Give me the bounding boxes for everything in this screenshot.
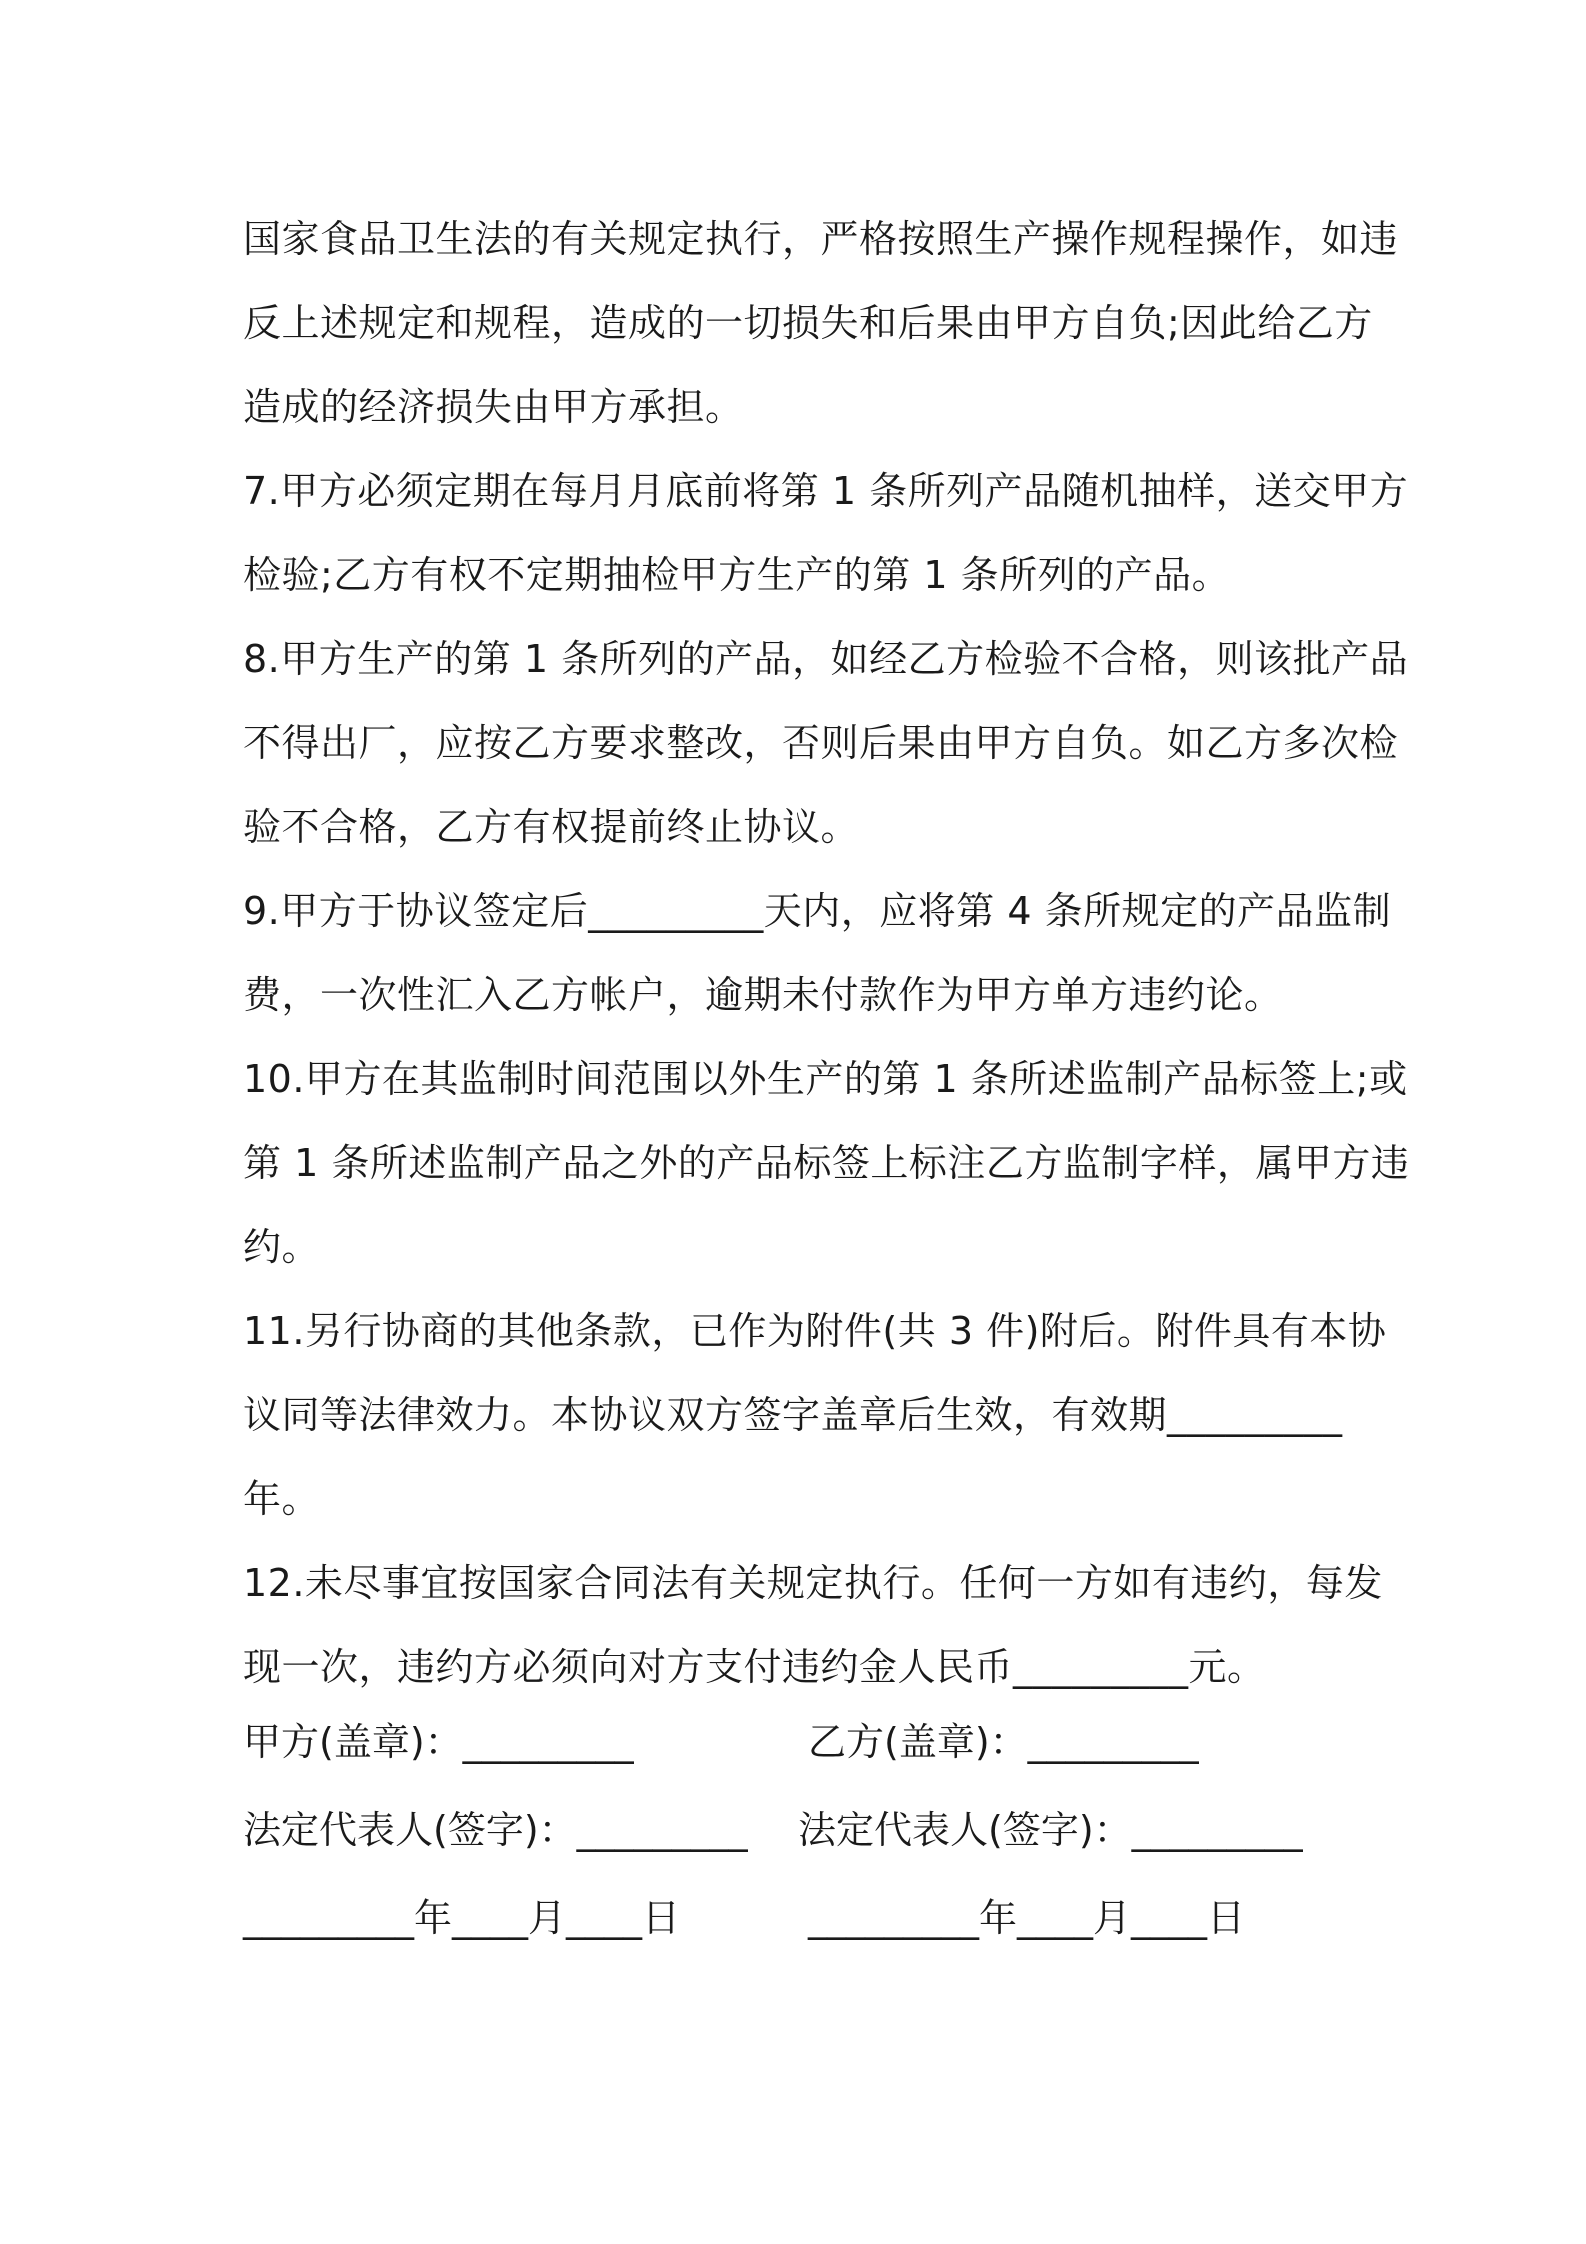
clause-10-line: 10.甲方在其监制时间范围以外生产的第 1 条所述监制产品标签上;或 — [243, 1057, 1408, 1101]
date-row — [243, 1874, 1363, 1962]
party-b-representative: 法定代表人(签字)：_________ — [798, 1808, 1303, 1852]
party-a-date: _________年____月____日 — [243, 1896, 681, 1940]
text-line: 约。 — [243, 1225, 321, 1269]
text-line: 第 1 条所述监制产品之外的产品标签上标注乙方监制字样，属甲方违 — [243, 1141, 1410, 1185]
seal-row — [243, 1698, 1363, 1786]
text-line: 年。 — [243, 1477, 321, 1521]
text-line: 反上述规定和规程，造成的一切损失和后果由甲方自负;因此给乙方 — [243, 301, 1373, 345]
signature-block — [243, 1698, 1363, 1962]
text-line: 检验;乙方有权不定期抽检甲方生产的第 1 条所列的产品。 — [243, 553, 1231, 597]
clause-11-line: 11.另行协商的其他条款，已作为附件(共 3 件)附后。附件具有本协 — [243, 1309, 1387, 1353]
text-line: 不得出厂，应按乙方要求整改，否则后果由甲方自负。如乙方多次检 — [243, 721, 1399, 765]
party-b-date: _________年____月____日 — [808, 1896, 1246, 1940]
text-line: 议同等法律效力。本协议双方签字盖章后生效，有效期_________ — [243, 1393, 1343, 1437]
clause-9-line: 9.甲方于协议签定后_________天内，应将第 4 条所规定的产品监制 — [243, 889, 1392, 933]
party-a-representative: 法定代表人(签字)：_________ — [243, 1808, 748, 1852]
text-line: 现一次，违约方必须向对方支付违约金人民币_________元。 — [243, 1645, 1266, 1689]
text-line: 验不合格，乙方有权提前终止协议。 — [243, 805, 860, 849]
contract-body — [243, 197, 1410, 1709]
representative-row — [243, 1786, 1363, 1874]
text-line: 费，一次性汇入乙方帐户，逾期未付款作为甲方单方违约论。 — [243, 973, 1283, 1017]
text-line: 国家食品卫生法的有关规定执行，严格按照生产操作规程操作，如违 — [243, 217, 1399, 261]
clause-7-line: 7.甲方必须定期在每月月底前将第 1 条所列产品随机抽样，送交甲方 — [243, 469, 1409, 513]
clause-12-line: 12.未尽事宜按国家合同法有关规定执行。任何一方如有违约，每发 — [243, 1561, 1383, 1605]
party-a-seal: 甲方(盖章)：_________ — [243, 1720, 634, 1764]
clause-8-line: 8.甲方生产的第 1 条所列的产品，如经乙方检验不合格，则该批产品 — [243, 637, 1409, 681]
text-line: 造成的经济损失由甲方承担。 — [243, 385, 744, 429]
party-b-seal: 乙方(盖章)：_________ — [808, 1720, 1199, 1764]
